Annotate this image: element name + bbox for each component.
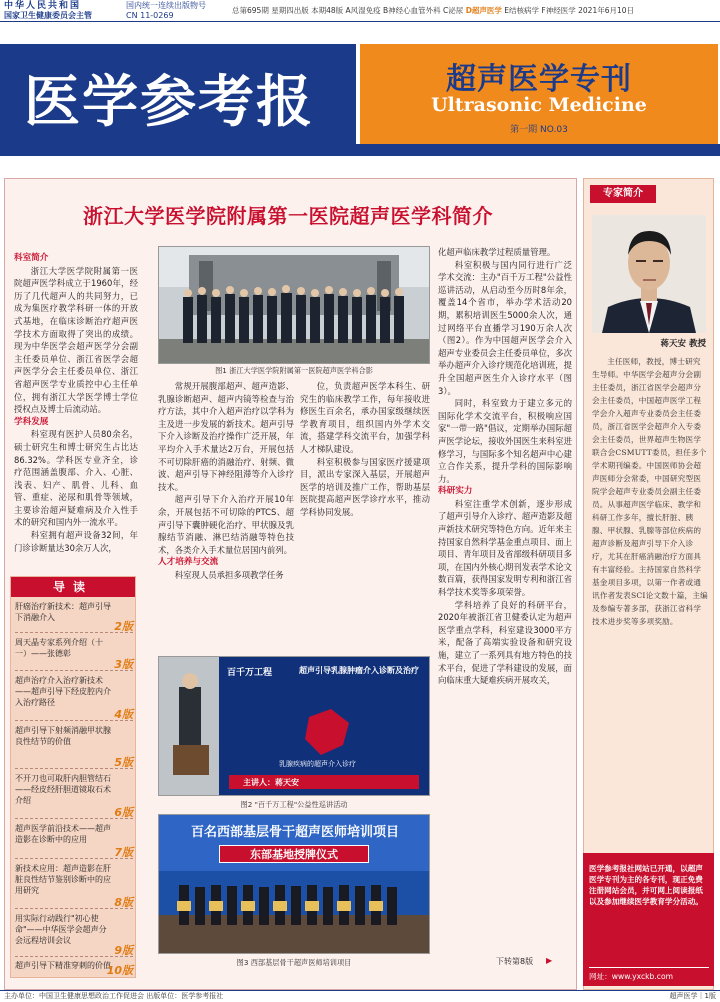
lecture-photo — [158, 656, 430, 796]
guide-item[interactable]: 用实际行动践行"初心使命"——中华医学会超声分会远程培训会议 9版 — [15, 914, 133, 957]
section-heading-research: 科研实力 — [438, 486, 473, 497]
lecture-slide-title: 超声引导乳腺肿瘤介入诊断及治疗 — [299, 666, 419, 675]
guide-item[interactable]: 超声医学前沿技术——超声造影在诊断中的应用 7版 — [15, 824, 133, 859]
article-column-1 — [14, 252, 138, 572]
publisher-block — [4, 1, 122, 21]
section-heading-talent: 人才培养与交流 — [158, 557, 219, 568]
paragraph: 浙江大学医学院附属第一医院超声医学科成立于1960年，经历了几代超声人的共同努力，已成为集医疗教学科研一体的开放式基地，在临床诊断治疗超声医学技术方面取得了突出的成绩。现为中华医学会超声医学分会副主任委员单位、浙江省医学会超声医学分会主任委员单位、浙江省超声医学专业质控中心主任单位，拥有浙江大学医学博士学位授权点及博士后流动站。 — [14, 265, 138, 415]
paragraph: 化超声临床教学过程质量管理。 — [438, 247, 556, 257]
current-edition: D超声医学 — [465, 6, 502, 15]
issue-number: 第一期 NO.03 — [510, 125, 568, 135]
serial-number-block — [126, 1, 226, 21]
paragraph: 同时，科室致力于建立多元的国际化学术交流平台，积极响应国家"一带一路"倡议，定期举办国际超声医学论坛，接收外国医生来科室进修学习，与国际多个知名超声中心建立合作关系，提升学科的国际影响力。 — [438, 398, 572, 484]
guide-item[interactable]: 超声引导下精准穿刺的价值 10版 — [15, 961, 133, 977]
publisher-country: 中华人民共和国 — [4, 1, 82, 11]
serial-number: CN 11-0269 — [126, 11, 174, 20]
footer-page: 超声医学｜1版 — [669, 992, 716, 1000]
masthead-right — [360, 44, 718, 144]
page-footer — [0, 990, 720, 1002]
section-heading-intro: 科室简介 — [14, 253, 49, 263]
guide-title: 导读 — [11, 577, 135, 597]
article-column-4 — [438, 246, 572, 950]
group-photo — [158, 246, 430, 364]
website-ad[interactable] — [583, 853, 714, 986]
editions-line: 总第695期 星期四出版 本期48版 A风湿免疫 B神经心血管外科 C泌尿 D超声医学 E结核病学 F神经医学 2021年6月10日 — [232, 6, 635, 15]
guide-item[interactable]: 新技术应用：超声造影在肝脏良性结节鉴别诊断中的应用研究 8版 — [15, 864, 133, 909]
lecture-slide-subtitle: 乳腺疾病的超声介入诊疗 — [279, 760, 356, 768]
section-heading-development: 学科发展 — [14, 416, 49, 427]
paragraph: 科室积极与国内同行进行广泛学术交流：主办"百千万工程"公益性巡讲活动，从启动至今历时8年余，覆盖14个省市，举办学术活动20期，累积培训医生5000余人次，通过网络平台直播学习190万余人次（图2）。作为中国超声医学会介入超声专业委员会主任委员单位，多次举办超声介入诊疗规范化培训班，提升全国超声医生介入诊疗水平（图3）。 — [438, 259, 572, 396]
masthead-divider — [0, 144, 720, 156]
continued-note: 下转第8版 — [496, 957, 534, 966]
guide-item[interactable]: 不开刀也可取肝内胆管结石——经皮经肝胆道镜取石术介绍 6版 — [15, 774, 133, 819]
expert-portrait-image — [592, 215, 706, 333]
paragraph: 科室拥有超声设备32间，年门诊诊断量达30余万人次， — [14, 530, 138, 553]
expert-bio: 主任医师，教授，博士研究生导师。中华医学会超声分会副主任委员，浙江省医学会超声分会主任委员，中国超声医学工程学会介入超声专业委员会主任委员，浙江省医学会超声介入专委会主任委员，世界超声生物医学联合会CSMUTT委员，担任多个学术期刊编委。中国医师协会超声医师分会常委，中国研究型医院学会超声专业委员会副主任委员。从事超声医学临床、教学和科研工作多年，擅长肝脏、胰腺、甲状腺、乳腺等部位疾病的超声诊断及超声引导下介入诊疗，尤其在肝癌消融治疗方面具有丰富经验。主持国家自然科学基金项目多项，以第一作者或通讯作者发表SCI论文数十篇，主编及参编专著多部，获浙江省科学技术进步奖等多项奖励。 — [592, 357, 708, 626]
lecture-speaker: 主讲人：蒋天安 — [243, 778, 299, 787]
guide-item[interactable]: 超声治疗介入治疗新技术——超声引导下经皮腔内介入治疗路径 4版 — [15, 676, 133, 721]
paragraph: 学科培养了良好的科研平台，2020年被浙江省卫健委认定为超声医学重点学科，科室建设3000平方米，配备了高端实验设备和研究设施，建立了一系列具有地方特色的技术平台，促进了学科建设的发展，面向临床重大疑难疾病开展攻关， — [438, 599, 572, 686]
figure-1-caption: 图1 浙江大学医学院附属第一医院超声医学科合影 — [215, 366, 373, 375]
ceremony-banner-line-1: 百名西部基层骨干超声医师培训项目 — [190, 825, 399, 840]
paragraph: 超声引导下介入治疗开展10年余，开展包括不可切除的PTCS、超声引导下囊肿硬化治疗、甲状腺及乳腺结节消融、淋巴结消融等特色技术，各类介入手术量位居国内前列。 — [158, 494, 294, 555]
paragraph: 科室现人员承担多项教学任务 — [174, 569, 284, 580]
guide-item[interactable]: 周天晶专家系列介绍（十一）——张德彰 3版 — [15, 638, 133, 671]
paragraph: 科室现有医护人员80余名，硕士研究生和博士研究生占比达86.32%。学科医专业齐全，诊疗范围涵盖腹部、介入、心脏、浅表、妇产、肌骨、儿科、血管、重症、泌尿和肌骨等领域，主要诊治超声疑难病及介入性手术的研究和国内外一流水平。 — [14, 429, 138, 528]
guide-item[interactable]: 肝癌治疗新技术：超声引导下消融介入 2版 — [15, 602, 133, 633]
paragraph: 科室注重学术创新，逐步形成了超声引导介入诊疗、超声造影及超声新技术研究等特色方向。近年来主持国家自然科学基金重点项目、面上项目、青年项目及省部级科研项目多项，在国内外核心期刊发表学术论文数百篇，获得国家发明专利和浙江省科学技术奖等多项荣誉。 — [438, 498, 572, 598]
continued-arrow-icon: ▶ — [546, 956, 553, 965]
expert-header: 专家简介 — [590, 185, 656, 203]
guide-item[interactable]: 超声引导下射频消融甲状腺良性结节的价值 5版 — [15, 726, 133, 769]
expert-name: 蒋天安 教授 — [660, 339, 706, 349]
top-strip — [0, 0, 720, 22]
ceremony-banner-line-2: 东部基地授牌仪式 — [219, 845, 369, 863]
serial-label: 国内统一连续出版物号 — [126, 1, 206, 10]
paragraph: 位，负责超声医学本科生、研究生的临床教学工作，每年接收进修医生百余名，承办国家级继续医学教育项目，组织国内外学术交流，搭建学科交流平台，加强学科人才梯队建设。 — [300, 381, 430, 454]
figure-2-caption: 图2 "百千万工程"公益性巡讲活动 — [240, 800, 348, 809]
lecture-photo-image — [159, 657, 430, 796]
footer-publisher: 主办单位：中国卫生健康思想政治工作促进会 出版单位：医学参考报社 — [4, 992, 224, 1000]
website-ad-text: 医学参考报社网站已开通，以超声医学专刊为主的各专刊，现正免费注册网站会员，并可网上阅读报纸以及参加继续医学教育学分活动。 — [589, 864, 703, 906]
article-column-2 — [158, 380, 294, 650]
lecture-banner-title: 百千万工程 — [227, 668, 273, 678]
newspaper-title: 医学参考报 — [24, 69, 314, 135]
expert-portrait — [592, 215, 706, 333]
masthead-left — [0, 44, 356, 144]
english-title: Ultrasonic Medicine — [431, 94, 647, 116]
special-issue-title: 超声医学专刊 — [446, 62, 632, 97]
publisher-authority: 国家卫生健康委员会主管 — [4, 11, 92, 20]
guide-box — [10, 576, 136, 978]
article-headline: 浙江大学医学院附属第一医院超声医学科简介 — [83, 204, 493, 228]
paragraph: 常规开展腹部超声、超声造影、乳腺诊断超声、超声内镜等检查与治疗方法，其中介入超声治疗以学科为主及进一步发展的新技术。超声引导下介入诊断及治疗操作广泛开展，年平均介入手术量达2万台，开展包括不可切除肝癌的消融治疗、射频、微波、超声引导下神经阻滞等介入诊疗技术。 — [158, 381, 294, 492]
paragraph: 科室积极参与国家医疗援建项目，派出专家深入基层，开展超声医学的培训及推广工作，帮助基层医院提高超声医学诊疗水平，推动学科协同发展。 — [300, 456, 430, 517]
group-photo-image — [159, 247, 430, 364]
ceremony-photo — [158, 814, 430, 954]
figure-3-caption: 图3 西部基层骨干超声医师培训项目 — [236, 958, 352, 967]
website-url[interactable]: 网址：www.yxckb.com — [589, 967, 709, 982]
article-column-3 — [300, 380, 430, 650]
